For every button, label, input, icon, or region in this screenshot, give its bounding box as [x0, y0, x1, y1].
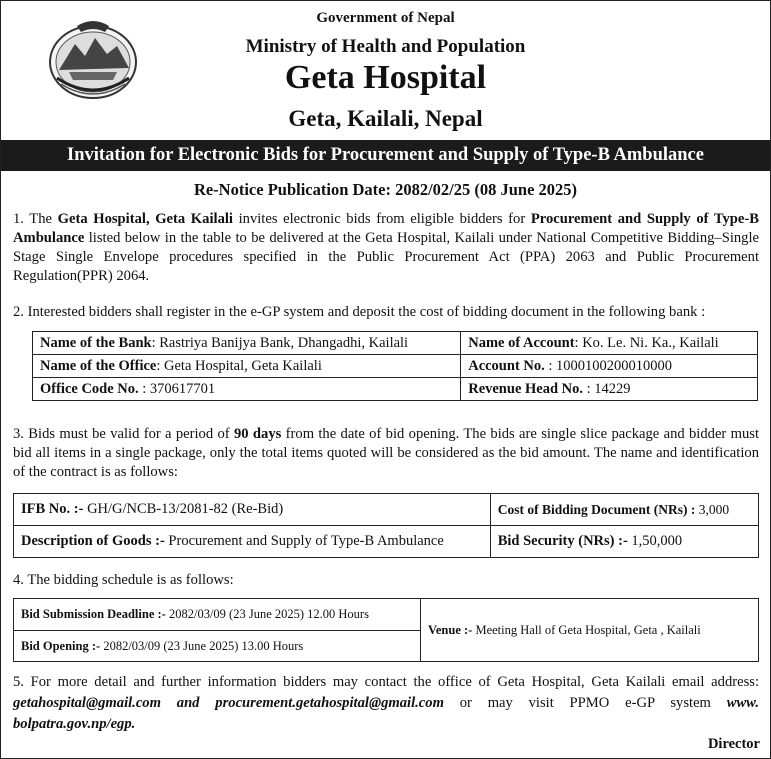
email-address-2[interactable]: procurement.getahospital@gmail.com [215, 695, 444, 711]
table-row [33, 332, 758, 355]
p3-text-a: 3. Bids must be valid for a period of [13, 426, 230, 442]
p1-text-b: listed below in the table to be delivered at the Geta Hospital, Kailali under National Competitive Bidding–Single Stage Single Envelope procedures specified in the Public Procurement Act (PPA) 2063 and Public Procurement Regulation(PPR) 2064. [13, 230, 760, 284]
renotice-date: Re-Notice Publication Date: 2082/02/25 (08 June 2025) [193, 180, 578, 199]
hospital-name: Geta Hospital [284, 59, 487, 96]
signatory-title: Director [707, 736, 760, 752]
venue-cell: Venue :- Meeting Hall of Geta Hospital, Geta , Kailali [421, 599, 759, 662]
hospital-address: Geta, Kailali, Nepal [288, 106, 483, 131]
account-number-cell: Account No. : 1000100200010000 [461, 355, 758, 378]
bid-opening-cell: Bid Opening :- 2082/03/09 (23 June 2025) 13.00 Hours [14, 631, 421, 662]
paragraph-4: 4. The bidding schedule is as follows: [13, 572, 234, 588]
office-name-cell: Name of the Office: Geta Hospital, Geta Kailali [33, 355, 461, 378]
account-name-cell: Name of Account: Ko. Le. Ni. Ka., Kailali [461, 332, 758, 355]
paragraph-2: 2. Interested bidders shall register in the e-GP system and deposit the cost of bidding document in the following bank : [13, 304, 706, 320]
goods-description-cell: Description of Goods :- Procurement and Supply of Type-B Ambulance [14, 526, 491, 558]
table-row [33, 378, 758, 401]
ministry-line: Ministry of Health and Population [245, 36, 526, 57]
egp-website-link[interactable]: www. bolpatra.gov.np/egp. [13, 695, 760, 732]
bank-name-cell: Name of the Bank: Rastriya Banijya Bank, Dhangadhi, Kailali [33, 332, 461, 355]
table-row [14, 526, 759, 558]
table-row [14, 494, 759, 526]
paragraph-3 [13, 425, 759, 482]
p1-procurement-item: Procurement and Supply of Type-B Ambulance [13, 211, 759, 246]
contract-details-table [13, 493, 759, 558]
paragraph-5 [13, 672, 759, 735]
revenue-head-cell: Revenue Head No. : 14229 [461, 378, 758, 401]
submission-deadline-cell: Bid Submission Deadline :- 2082/03/09 (23 June 2025) 12.00 Hours [14, 599, 421, 631]
p1-organisation: Geta Hospital, Geta Kailali [57, 211, 233, 227]
notice-title-banner: Invitation for Electronic Bids for Procurement and Supply of Type-B Ambulance [1, 140, 770, 171]
p3-validity-days: 90 days [234, 426, 282, 442]
ifb-number-cell: IFB No. :- GH/G/NCB-13/2081-82 (Re-Bid) [14, 494, 491, 526]
table-row [33, 355, 758, 378]
p1-number: 1. The [13, 211, 52, 227]
government-line: Government of Nepal [316, 10, 455, 26]
p1-text-a: invites electronic bids from eligible bidders for [238, 211, 526, 227]
notice-header [1, 1, 770, 138]
email-address-1[interactable]: getahospital@gmail.com [13, 695, 161, 711]
p5-and: and [176, 695, 200, 711]
bidding-schedule-table [13, 598, 759, 662]
p3-text-b: from the date of bid opening. The bids are single slice package and bidder must bid all items in a single package, only the total items quoted will be considered as the bid amount. The name and identification of the contract is as follows: [13, 426, 760, 480]
office-code-cell: Office Code No. : 370617701 [33, 378, 461, 401]
bidding-cost-cell: Cost of Bidding Document (NRs) : 3,000 [490, 494, 758, 526]
bid-security-cell: Bid Security (NRs) :- 1,50,000 [490, 526, 758, 558]
p5-text-a: 5. For more detail and further information bidders may contact the office of Geta Hospital, Geta Kailali email address: [13, 674, 759, 690]
table-row [14, 599, 759, 631]
p5-text-b: or may visit PPMO e-GP system [459, 695, 711, 711]
paragraph-1 [13, 210, 759, 286]
bank-details-table [32, 331, 758, 401]
